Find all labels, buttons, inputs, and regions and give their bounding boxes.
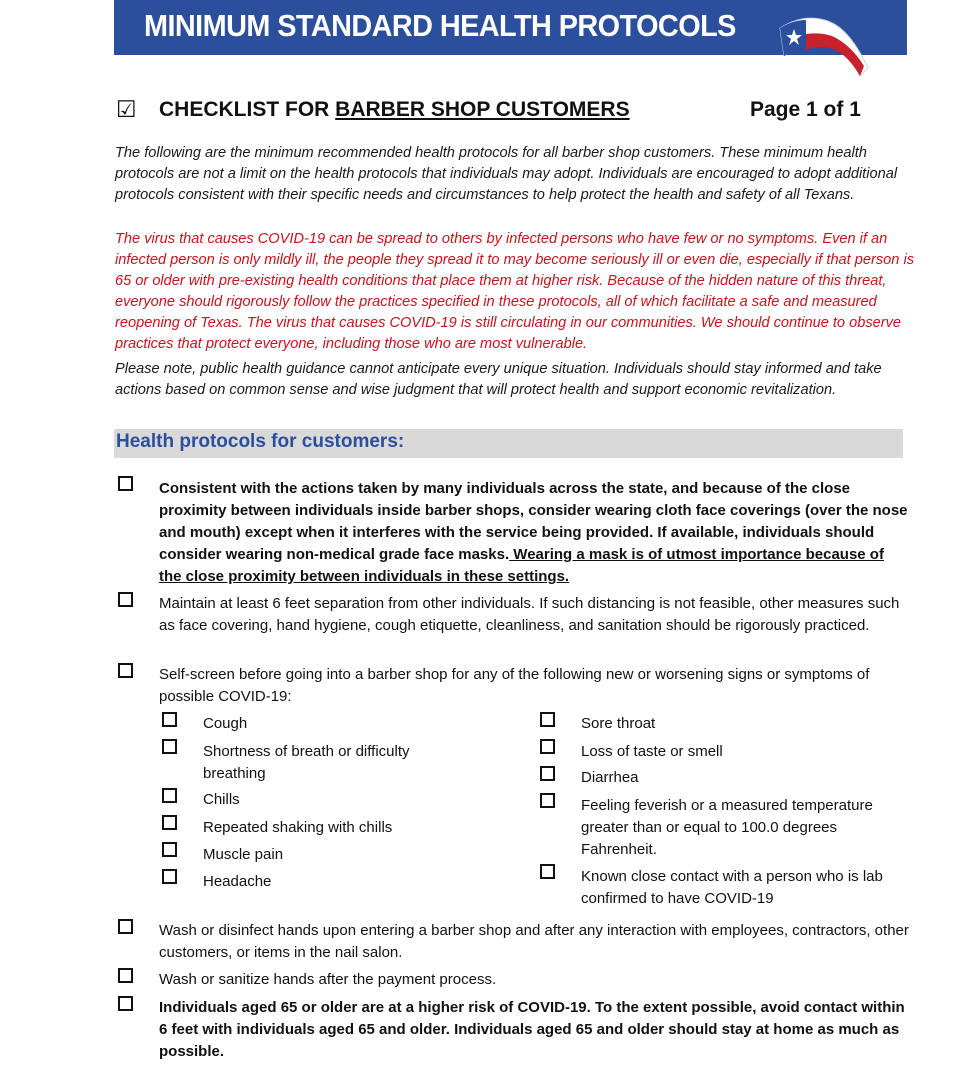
- symptom-headache: Headache: [203, 873, 272, 890]
- checked-box-icon: ☑: [116, 96, 137, 122]
- protocol-distancing: Maintain at least 6 feet separation from other individuals. If such distancing is not feasible, other measures such as face covering, hand hygiene, cough etiquette, cleanliness, and sanitation should be rigorously practiced.: [159, 595, 900, 634]
- protocol-self-screen: Self-screen before going into a barber shop for any of the following new or worsening signs or symptoms of possible COVID-19:: [159, 666, 870, 705]
- intro-paragraph: The following are the minimum recommended health protocols for all barber shop customers. These minimum health protocols are not a limit on the health protocols that individuals may adopt. Individuals are encouraged to adopt additional protocols consistent with their specific needs and circumstances to help protect the health and safety of all Texans.: [115, 145, 898, 203]
- checkbox-symptom-shortness-of-breath[interactable]: [162, 739, 177, 754]
- symptom-close-contact: Known close contact with a person who is lab confirmed to have COVID-19: [581, 868, 883, 907]
- guidance-note-paragraph: Please note, public health guidance cannot anticipate every unique situation. Individuals should stay informed and take actions based on common sense and wise judgment that will protect health and support economic revitalization.: [115, 361, 882, 398]
- checkbox-symptom-close-contact[interactable]: [540, 864, 555, 879]
- protocol-face-covering-text: Consistent with the actions taken by many individuals across the state, and because of the close proximity between individuals inside barber shops, consider wearing cloth face coverings (over the nose and mouth) except when it interferes with the service being provided. If available, individuals should consider wearing non-medical grade face masks.: [159, 480, 908, 563]
- checklist-subject: BARBER SHOP CUSTOMERS: [335, 98, 630, 121]
- checkbox-distancing[interactable]: [118, 592, 133, 607]
- checkbox-sanitize-after-payment[interactable]: [118, 968, 133, 983]
- checkbox-symptom-muscle-pain[interactable]: [162, 842, 177, 857]
- checklist-title: [159, 98, 630, 122]
- checkbox-symptom-chills[interactable]: [162, 788, 177, 803]
- protocol-wash-hands-entering: Wash or disinfect hands upon entering a barber shop and after any interaction with employees, contractors, other customers, or items in the nail salon.: [159, 922, 909, 961]
- texas-flag-icon: [776, 6, 872, 80]
- page-number: Page 1 of 1: [750, 98, 861, 121]
- symptom-sore-throat: Sore throat: [581, 715, 656, 732]
- protocol-face-covering: [159, 478, 909, 588]
- section-header: [114, 429, 903, 458]
- checklist-heading: [114, 94, 874, 128]
- checkbox-symptom-repeated-shaking[interactable]: [162, 815, 177, 830]
- symptom-fever: Feeling feverish or a measured temperature greater than or equal to 100.0 degrees Fahrenheit.: [581, 797, 873, 858]
- checkbox-symptom-cough[interactable]: [162, 712, 177, 727]
- checkbox-age-65-risk[interactable]: [118, 996, 133, 1011]
- checkbox-symptom-loss-of-taste[interactable]: [540, 739, 555, 754]
- checkbox-symptom-fever[interactable]: [540, 793, 555, 808]
- symptom-loss-of-taste: Loss of taste or smell: [581, 743, 723, 760]
- symptom-cough: Cough: [203, 715, 248, 732]
- banner-title: MINIMUM STANDARD HEALTH PROTOCOLS: [144, 8, 736, 43]
- symptom-repeated-shaking: Repeated shaking with chills: [203, 819, 393, 836]
- symptom-shortness-of-breath: Shortness of breath or difficulty breathing: [203, 743, 410, 782]
- section-title: Health protocols for customers:: [116, 431, 405, 452]
- protocol-age-65-risk: Individuals aged 65 or older are at a higher risk of COVID-19. To the extent possible, avoid contact within 6 feet with individuals aged 65 and older. Individuals aged 65 and older should stay at home as much as possible.: [159, 999, 905, 1060]
- covid-warning-paragraph: The virus that causes COVID-19 can be spread to others by infected persons who have few or no symptoms. Even if an infected person is only mildly ill, the people they spread it to may become seriously ill or even die, especially if that person is 65 or older with pre-existing health conditions that place them at higher risk. Because of the hidden nature of this threat, everyone should rigorously follow the practices specified in these protocols, all of which facilitate a safe and measured reopening of Texas. The virus that causes COVID-19 is still circulating in our communities. We should continue to observe practices that protect everyone, including those who are most vulnerable.: [115, 231, 915, 352]
- checkbox-symptom-diarrhea[interactable]: [540, 766, 555, 781]
- checkbox-self-screen[interactable]: [118, 663, 133, 678]
- symptom-diarrhea: Diarrhea: [581, 769, 639, 786]
- symptom-muscle-pain: Muscle pain: [203, 846, 284, 863]
- checkbox-symptom-sore-throat[interactable]: [540, 712, 555, 727]
- checkbox-wash-hands-entering[interactable]: [118, 919, 133, 934]
- symptom-chills: Chills: [203, 791, 240, 808]
- protocol-sanitize-after-payment: Wash or sanitize hands after the payment process.: [159, 971, 497, 988]
- checkbox-symptom-headache[interactable]: [162, 869, 177, 884]
- checklist-prefix: CHECKLIST FOR: [159, 98, 330, 121]
- mask-importance-text: Wearing a mask is of utmost importance because of the close proximity between individuals in these settings.: [159, 546, 884, 585]
- checkbox-face-covering[interactable]: [118, 476, 133, 491]
